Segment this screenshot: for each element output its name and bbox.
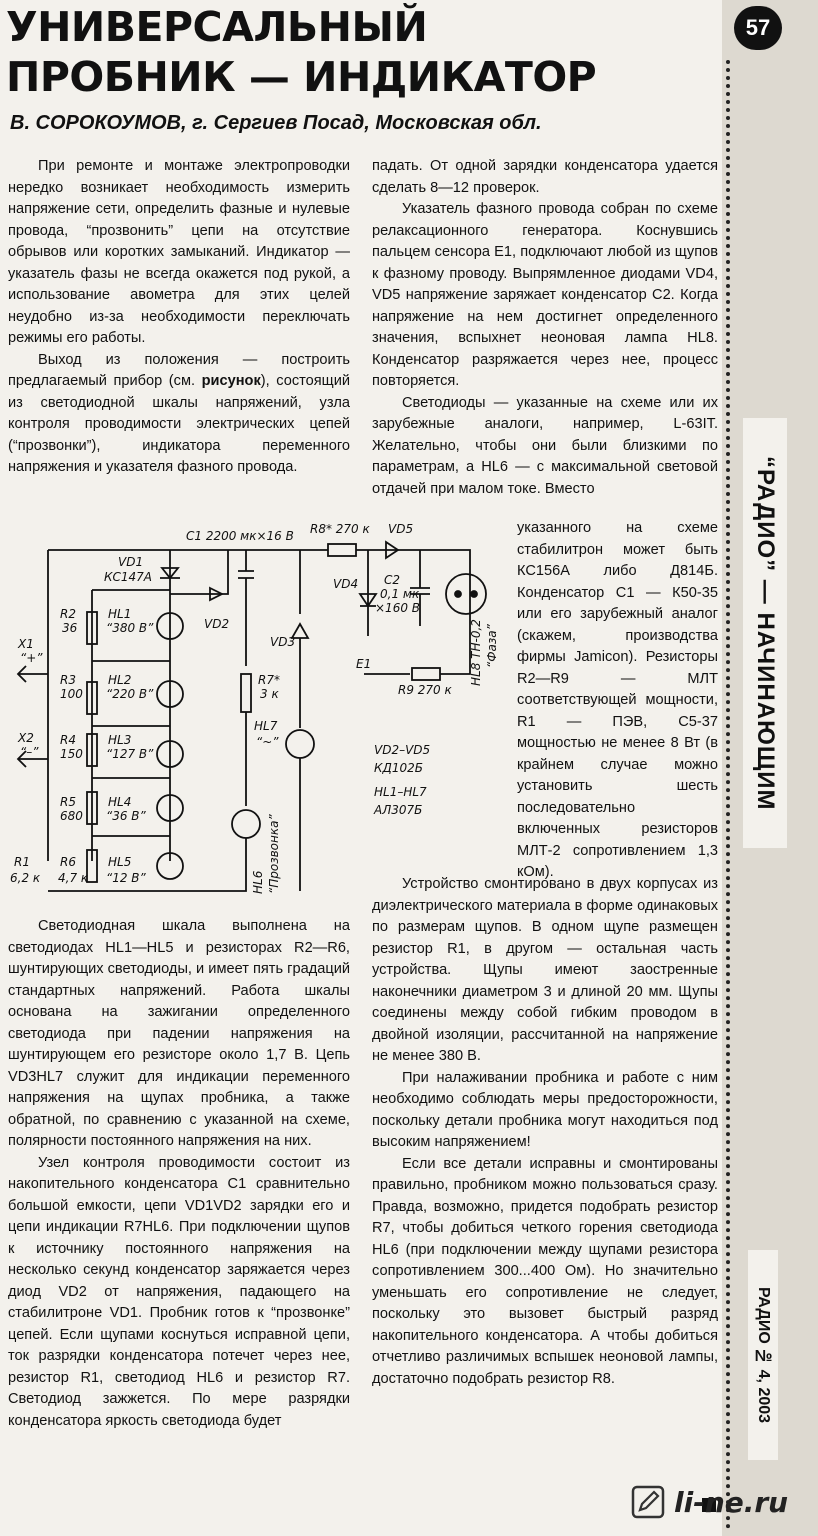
paragraph: При налаживании пробника и работе с ним необходимо соблюдать меры предосторожности, поскольку детали пробника могут находиться под высоким напряжением! (372, 1069, 718, 1150)
c2-voltage-label: ×160 В (375, 601, 421, 615)
paragraph: указанного на схеме стабилитрон может быть КС156А либо Д814Б. Конденсатор C1 — К50-35 или его зарубежный аналог (скажем, производства фирмы Jamicon). Резисторы R2—R9 — МЛТ соответствующей мощности, R1 — ПЭВ, С5-37 мощностью не менее 8 Вт (в крайнем случае можно установить шесть последовательно включенных резисторов МЛТ-2 сопротивлением 1,3 кОм). (517, 520, 718, 880)
r7-label: R7* (258, 673, 280, 687)
c2-value-label: 0,1 мк (380, 587, 420, 601)
figure-reference: рисунок (201, 373, 261, 389)
x2-label: X2 (18, 731, 34, 745)
paragraph: При ремонте и монтаже электропроводки нередко возникает необходимость измерить напряжение сети, определить фазные и нулевые провода, “прозвонить” цепи на отсутствие обрывов или коротких замыканий. Индикатор — указатель фазы не всегда окажется под рукой, а использование авометра для этих целей неудобно из-за необходимости переключать режимы его работы. (8, 158, 350, 346)
r5-label: R5 (60, 795, 76, 809)
hl1-label: HL1 (108, 607, 132, 621)
author-byline: В. СОРОКОУМОВ, г. Сергиев Посад, Московская обл. (10, 112, 542, 134)
hl2-value: “220 В” (106, 687, 154, 701)
circuit-schematic (0, 516, 515, 911)
vd5-label: VD5 (388, 522, 414, 536)
paragraph: Светодиодная шкала выполнена на светодиодах HL1—HL5 и резисторах R2—R6, шунтирующих светодиоды, и имеет пять градаций стандартных напряжений. Работа шкалы основана на зажигании определенного светодиода при падении напряжения на шунтирующем его резисторе около 1,7 В. Цепь VD3HL7 служит для индикации переменного напряжения на щупах пробника, а также обратной, по сравнению с указанной на схеме, полярности постоянного напряжения на них. (8, 918, 350, 1149)
hl2-label: HL2 (108, 673, 132, 687)
r3-label: R3 (60, 673, 76, 687)
watermark (630, 1472, 810, 1532)
vd3-label: VD3 (270, 635, 296, 649)
hl8-note: “Фаза” (485, 624, 499, 668)
r4-label: R4 (60, 733, 76, 747)
text-run: Выход из положения — построить предлагаемый прибор (см. (8, 351, 350, 389)
vd1-label: VD1 (118, 555, 144, 569)
r1-value: 6,2 к (10, 871, 41, 885)
r3-value: 100 (60, 687, 83, 701)
r6-label: R6 (60, 855, 76, 869)
text-column-right-bottom (372, 874, 718, 1390)
paragraph: Если все детали исправны и смонтированы правильно, пробником можно пользоваться сразу. Правда, возможно, придется подобрать резистор R7, чтобы добиться четкого горения светодиода HL6 (при подключении между щупами резистора сопротивлением 300...400 Ом). Но значительно уменьшать его сопротивление не следует, поскольку это вызовет быстрый разряд накопительного конденсатора. А чтобы добиться отчетливо различимых вспышек неоновой лампы, достаточно подобрать резистор R8. (372, 1155, 718, 1387)
text-column-left-top (8, 156, 350, 479)
c1-label: C1 2200 мк×16 В (186, 529, 294, 543)
hl5-value: “12 В” (106, 871, 146, 885)
hl1-value: “380 В” (106, 621, 154, 635)
led-model-note: АЛ307Б (374, 803, 423, 817)
paragraph: Устройство смонтировано в двух корпусах из диэлектрического материала в форме одинаковых по размерам щупов. В одном щупе размещен резистор R1, в другом — остальная часть устройства. Щупы имеют заостренные наконечники диаметром 3 и длиной 20 мм. Щупы соединены между собой гибким проводом в двойной изоляции, рассчитанной на напряжение не менее 380 В. (372, 876, 718, 1064)
text-run: ), состоящий из светодиодной шкалы напряжений, узла контроля проводимости электрических цепей (“прозвонки”), индикатора переменного напряжения и указателя фазного провода. (8, 373, 350, 475)
hl4-label: HL4 (108, 795, 132, 809)
e1-label: E1 (356, 657, 372, 671)
paragraph: Узел контроля проводимости состоит из накопительного конденсатора C1 сравнительно большой емкости, цепи VD1VD2 зарядки его и цепи индикации R7HL6. При подключении щупов к источнику постоянного напряжения на несколько секунд конденсатор заряжается через диод VD2 от напряжения, падающего на стабилитроне VD1. Пробник готов к “прозвонке” цепей. Если щупами коснуться исправной цепи, ток разрядки конденсатора потечет через нее, резистор R1, светодиод HL6 и резистор R7. Светодиод зажжется. По мере разрядки конденсатора яркость светодиода будет (8, 1154, 350, 1429)
text-column-right-top (372, 156, 718, 500)
vd1-type-label: КС147А (104, 570, 153, 584)
x1-sign: “+” (20, 651, 43, 665)
issue-label: РАДИО № 4, 2003 (748, 1250, 778, 1460)
margin-dotted-rule (726, 60, 742, 1530)
vd2-label: VD2 (204, 617, 230, 631)
vd4-label: VD4 (333, 577, 359, 591)
r5-value: 680 (60, 809, 83, 823)
diode-type-note: VD2–VD5 (374, 743, 431, 757)
paragraph (8, 350, 350, 479)
hl3-label: HL3 (108, 733, 132, 747)
led-type-note: HL1–HL7 (374, 785, 427, 799)
x2-sign: “–” (20, 745, 39, 759)
hl7-label: HL7 (254, 719, 278, 733)
hl7-value: “~” (256, 735, 279, 749)
watermark-text: li-ne.ru (674, 1485, 789, 1519)
r2-label: R2 (60, 607, 76, 621)
hl8-label: HL8 ТН-0,2 (469, 619, 483, 686)
r1-label: R1 (14, 855, 30, 869)
section-label: “РАДИО” — НАЧИНАЮЩИМ (743, 418, 787, 848)
page-number-badge: 57 (734, 6, 782, 50)
r7-value: 3 к (260, 687, 279, 701)
r6-value: 4,7 к (58, 871, 89, 885)
r9-label: R9 270 к (398, 683, 452, 697)
r4-value: 150 (60, 747, 83, 761)
text-column-left-bottom (8, 916, 350, 1432)
hl5-label: HL5 (108, 855, 132, 869)
r8-label: R8* 270 к (310, 522, 370, 536)
paragraph: Светодиоды — указанные на схеме или их зарубежные аналоги, например, L-63IT. Желательно, чтобы они были близкими по параметрам, а HL6 — с максимальной световой отдачей при малом токе. Вместо (372, 394, 718, 497)
paragraph: Указатель фазного провода собран по схеме релаксационного генератора. Коснувшись пальцем сенсора E1, подключают любой из щупов к фазному проводу. Выпрямленное диодами VD4, VD5 напряжение заряжает конденсатор C2. Когда напряжение на нем достигнет определенного значения, вспыхнет неоновая лампа HL8. Конденсатор разряжается через нее, процесс повторяется. (372, 201, 718, 389)
hl4-value: “36 В” (106, 809, 146, 823)
c2-label: C2 (384, 573, 401, 587)
r2-value: 36 (62, 621, 78, 635)
hl6-note: “Прозвонка” (267, 814, 281, 894)
diode-model-note: КД102Б (374, 761, 424, 775)
hl6-label: HL6 (251, 870, 265, 894)
text-column-right-mid (517, 518, 718, 884)
x1-label: X1 (18, 637, 34, 651)
article-title: УНИВЕРСАЛЬНЫЙ ПРОБНИК — ИНДИКАТОР (6, 3, 597, 101)
pencil-square-icon (630, 1484, 666, 1520)
hl3-value: “127 В” (106, 747, 154, 761)
paragraph: падать. От одной зарядки конденсатора удается сделать 8—12 проверок. (372, 158, 718, 196)
